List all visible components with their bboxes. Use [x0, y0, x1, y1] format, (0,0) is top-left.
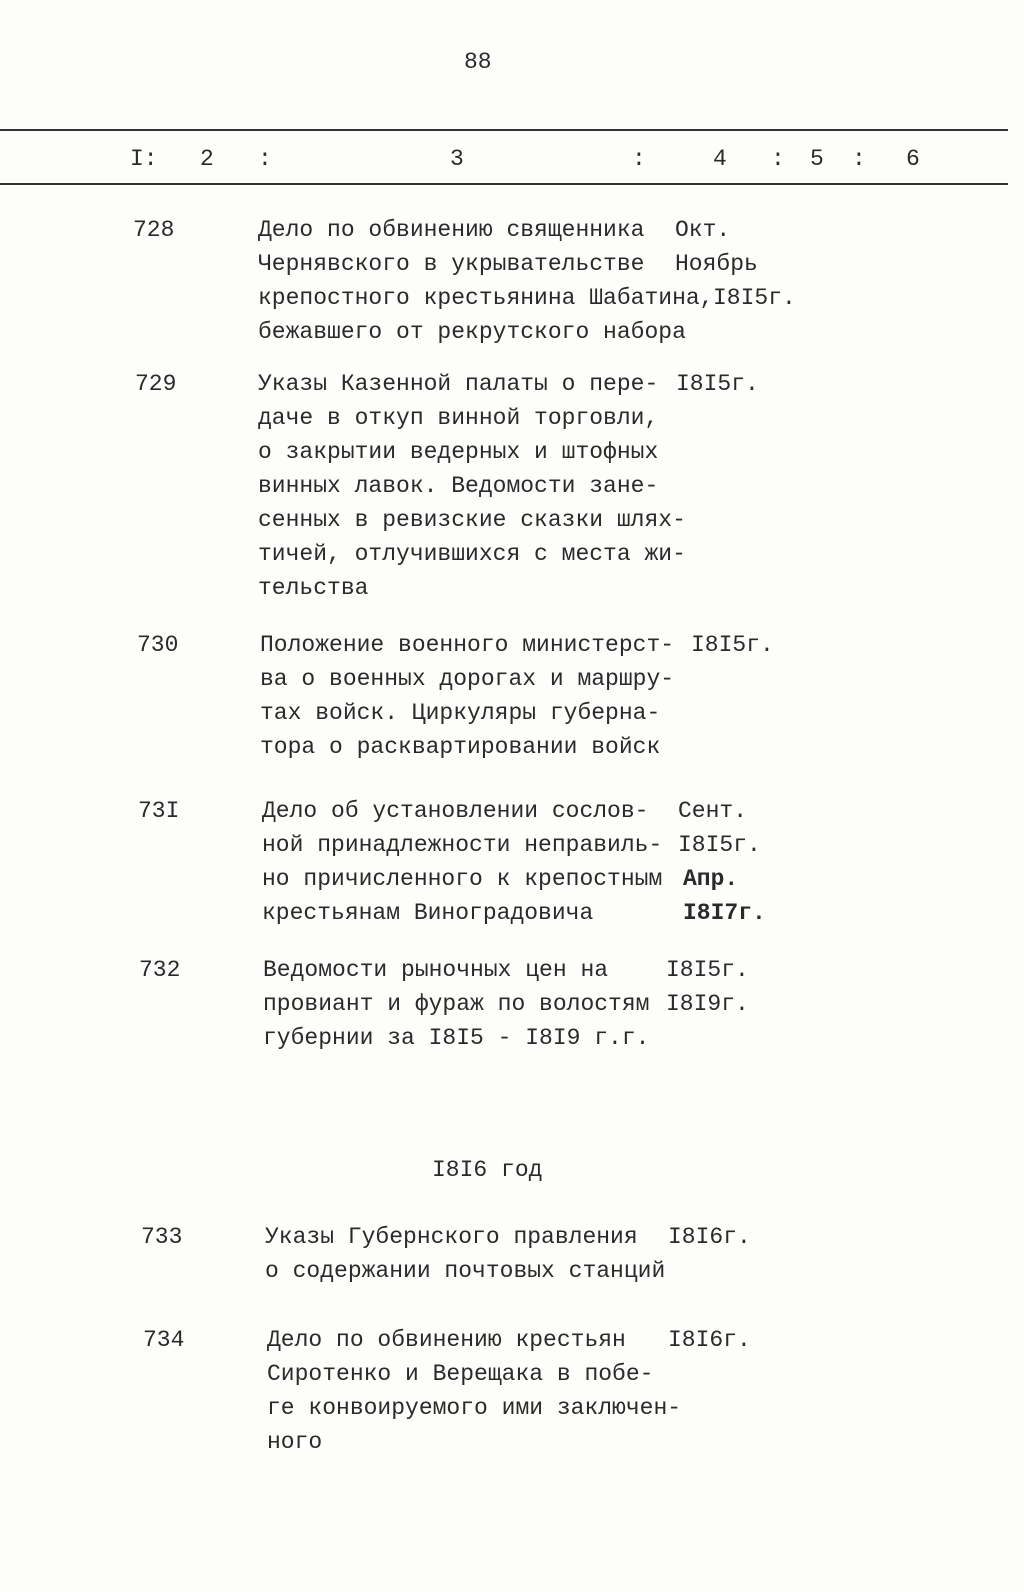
header-column: I:	[130, 146, 158, 172]
header-column: 2	[200, 146, 214, 172]
entry-title-line: провиант и фураж по волостям	[263, 991, 650, 1017]
entry-title-line: тельства	[258, 575, 369, 601]
entry-title-line: ге конвоируемого ими заключен-	[267, 1395, 682, 1421]
entry-date: I8I7г.	[683, 900, 766, 926]
entry-title-line: но причисленного к крепостным	[262, 866, 663, 892]
entry-number: 733	[141, 1224, 183, 1250]
entry-title-line: Ведомости рыночных цен на	[263, 957, 609, 983]
entry-title-line: ва о военных дорогах и маршру-	[260, 666, 675, 692]
entry-title-line: Указы Губернского правления	[265, 1224, 638, 1250]
entry-title-line: Указы Казенной палаты о пере-	[258, 371, 659, 397]
entry-title-line: сенных в ревизские сказки шлях-	[258, 507, 686, 533]
header-column: :	[852, 146, 866, 172]
entry-title-line: тичей, отлучившихся с места жи-	[258, 541, 686, 567]
entry-title-line: ной принадлежности неправиль-	[262, 832, 663, 858]
entry-title-line: Чернявского в укрывательстве	[258, 251, 645, 277]
entry-number: 730	[137, 632, 179, 658]
entry-date: I8I5г.	[678, 832, 761, 858]
entry-date: Апр.	[683, 866, 739, 892]
entry-date: I8I5г.	[676, 371, 759, 397]
entry-title-line: бежавшего от рекрутского набора	[258, 319, 686, 345]
entry-title-line: Дело об установлении сослов-	[262, 798, 649, 824]
header-column: 5	[810, 146, 824, 172]
entry-title-line: Положение военного министерст-	[260, 632, 675, 658]
section-heading: I8I6 год	[432, 1157, 543, 1183]
entry-number: 734	[143, 1327, 185, 1353]
entry-date: Ноябрь	[675, 251, 758, 277]
table-header-rule	[0, 183, 1008, 185]
entry-date: I8I6г.	[668, 1224, 751, 1250]
entry-title-line: ного	[267, 1429, 323, 1455]
entry-title-line: Дело по обвинению священника	[258, 217, 645, 243]
entry-title-line: Дело по обвинению крестьян	[267, 1327, 626, 1353]
header-column: 3	[450, 146, 464, 172]
entry-number: 729	[135, 371, 177, 397]
entry-title-line: крестьянам Виноградовича	[262, 900, 594, 926]
entry-title-line: тора о расквартировании войск	[260, 734, 661, 760]
entry-date: Окт.	[675, 217, 731, 243]
entry-title-line: Сиротенко и Верещака в побе-	[267, 1361, 654, 1387]
entry-title-line: о содержании почтовых станций	[265, 1258, 666, 1284]
entry-title-line: даче в откуп винной торговли,	[258, 405, 659, 431]
entry-number: 728	[133, 217, 175, 243]
entry-date: I8I5г.	[666, 957, 749, 983]
entry-number: 732	[139, 957, 181, 983]
entry-title-line: винных лавок. Ведомости зане-	[258, 473, 659, 499]
header-column: 6	[906, 146, 920, 172]
entry-date: I8I6г.	[668, 1327, 751, 1353]
entry-title-line: крепостного крестьянина Шабатина,	[258, 285, 714, 311]
header-column: 4	[713, 146, 727, 172]
header-column: :	[632, 146, 646, 172]
entry-number: 73I	[138, 798, 180, 824]
entry-title-line: тах войск. Циркуляры губерна-	[260, 700, 661, 726]
entry-title-line: о закрытии ведерных и штофных	[258, 439, 659, 465]
entry-date: I8I5г.	[691, 632, 774, 658]
table-top-rule	[0, 129, 1008, 131]
header-column: :	[771, 146, 785, 172]
entry-title-line: губернии за I8I5 - I8I9 г.г.	[263, 1025, 650, 1051]
header-column: :	[258, 146, 272, 172]
page-number: 88	[464, 49, 492, 75]
entry-date: I8I5г.	[713, 285, 796, 311]
entry-date: I8I9г.	[666, 991, 749, 1017]
entry-date: Сент.	[678, 798, 748, 824]
